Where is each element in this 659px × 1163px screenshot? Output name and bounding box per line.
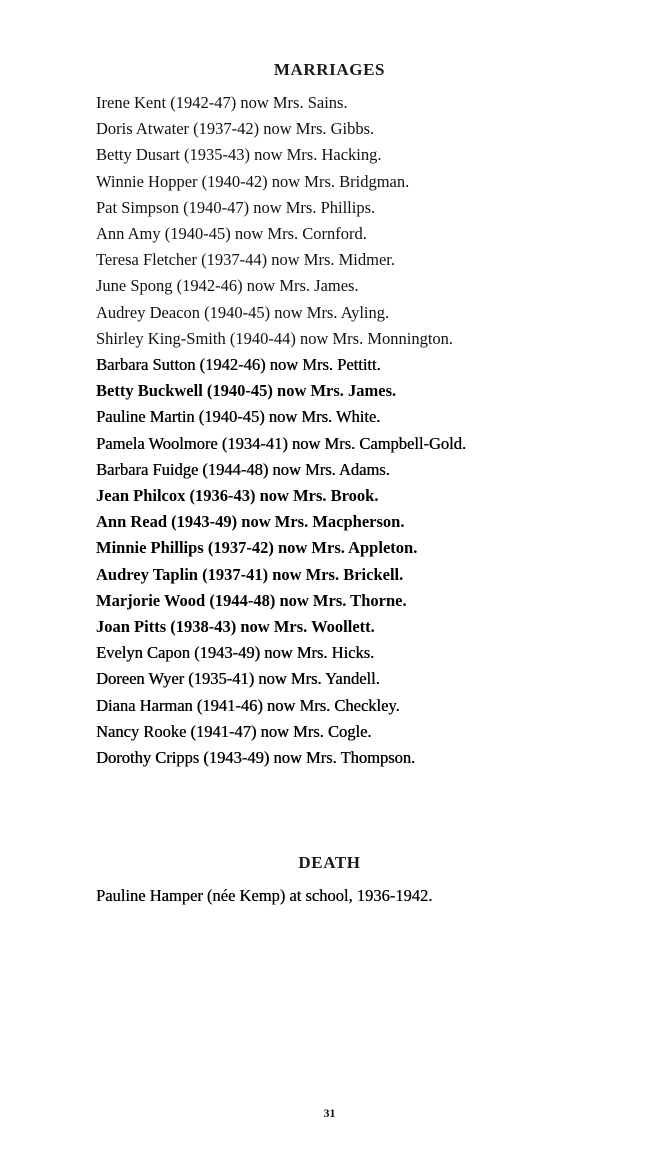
death-heading: DEATH (298, 853, 361, 873)
marriage-entry: Irene Kent (1942-47) now Mrs. Sains. (96, 93, 348, 112)
marriage-entry: Doris Atwater (1937-42) now Mrs. Gibbs. (96, 119, 375, 139)
marriage-entry: Shirley King-Smith (1940-44) now Mrs. Monnington. (96, 328, 454, 348)
marriage-entry: Barbara Fuidge (1944-48) now Mrs. Adams. (96, 459, 390, 479)
marriage-entry: Joan Pitts (1938-43) now Mrs. Woollett. (96, 617, 375, 637)
marriage-entry: Teresa Fletcher (1937-44) now Mrs. Midmer. (96, 250, 395, 270)
marriage-entry: Pat Simpson (1940-47) now Mrs. Phillips. (96, 197, 376, 217)
marriages-heading: MARRIAGES (273, 60, 386, 79)
marriage-entry: Jean Philcox (1936-43) now Mrs. Brook. (96, 486, 379, 506)
marriage-entry: Minnie Phillips (1937-42) now Mrs. Appleton. (96, 538, 418, 558)
marriage-entry: Winnie Hopper (1940-42) now Mrs. Bridgman. (96, 171, 410, 191)
marriage-entry: Doreen Wyer (1935-41) now Mrs. Yandell. (96, 669, 380, 689)
marriage-entry: Nancy Rooke (1941-47) now Mrs. Cogle. (96, 721, 372, 741)
marriage-entry: June Spong (1942-46) now Mrs. James. (96, 276, 359, 296)
death-entry: Pauline Hamper (née Kemp) at school, 1936-1942. (96, 886, 433, 906)
marriage-entry: Audrey Deacon (1940-45) now Mrs. Ayling. (96, 302, 390, 322)
marriage-entry: Evelyn Capon (1943-49) now Mrs. Hicks. (96, 643, 375, 663)
marriages-list (0, 90, 659, 771)
marriage-entry: Betty Dusart (1935-43) now Mrs. Hacking. (96, 145, 382, 165)
document-page (0, 60, 659, 1163)
marriage-entry: Ann Read (1943-49) now Mrs. Macpherson. (96, 512, 405, 532)
marriage-entry: Dorothy Cripps (1943-49) now Mrs. Thompson. (96, 748, 416, 768)
marriage-entry: Ann Amy (1940-45) now Mrs. Cornford. (96, 224, 367, 244)
marriage-entry: Pamela Woolmore (1934-41) now Mrs. Campbell-Gold. (96, 433, 467, 453)
marriage-entry: Betty Buckwell (1940-45) now Mrs. James. (96, 381, 397, 401)
marriage-entry: Marjorie Wood (1944-48) now Mrs. Thorne. (96, 590, 407, 610)
page-number: 31 (323, 1106, 336, 1120)
marriage-entry: Barbara Sutton (1942-46) now Mrs. Pettitt. (96, 355, 381, 375)
marriage-entry: Pauline Martin (1940-45) now Mrs. White. (96, 407, 381, 427)
marriage-entry: Audrey Taplin (1937-41) now Mrs. Brickell. (96, 564, 404, 584)
marriage-entry: Diana Harman (1941-46) now Mrs. Checkley. (96, 695, 400, 715)
